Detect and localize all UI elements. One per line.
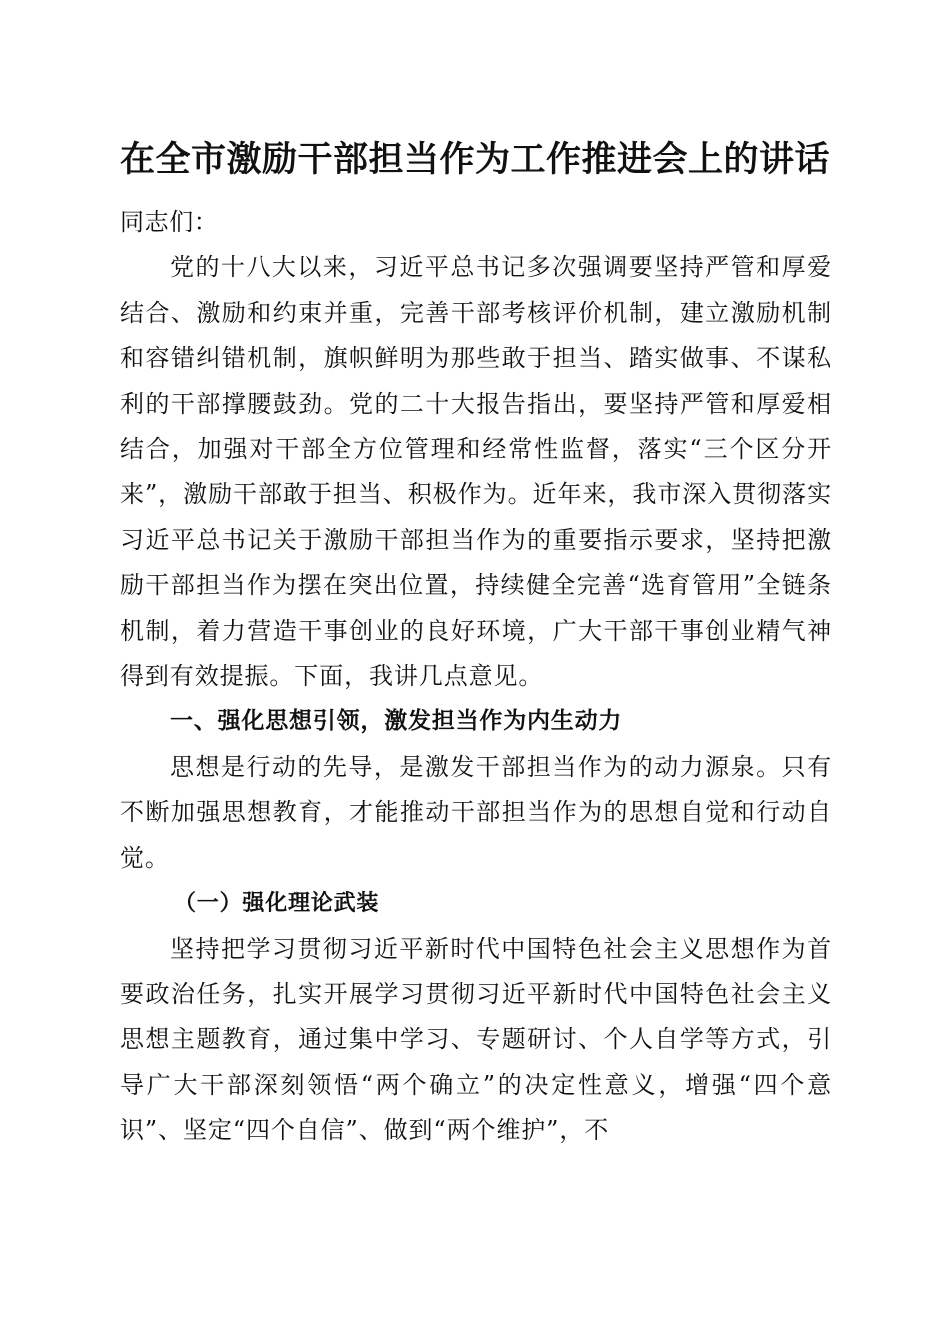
subsection-heading: （一）强化理论武装: [174, 891, 380, 917]
subsection-paragraph: 坚持把学习贯彻习近平新时代中国特色社会主义思想作为首要政治任务，扎实开展学习贯彻习近平新时代中国特色社会主义思想主题教育，通过集中学习、专题研讨、个人自学等方式，引导广大干部深刻领悟“两个确立”的决定性意义，增强“四个意识”、坚定“四个自信”、做到“两个维护”，不: [120, 934, 832, 1145]
intro-paragraph: 党的十八大以来，习近平总书记多次强调要坚持严管和厚爱结合、激励和约束并重，完善干部考核评价机制，建立激励机制和容错纠错机制，旗帜鲜明为那些敢于担当、踏实做事、不谋私利的干部撑腰鼓劲。党的二十大报告指出，要坚持严管和厚爱相结合，加强对干部全方位管理和经常性监督，落实“三个区分开来”，激励干部敢于担当、积极作为。近年来，我市深入贯彻落实习近平总书记关于激励干部担当作为的重要指示要求，坚持把激励干部担当作为摆在突出位置，持续健全完善“选育管用”全链条机制，着力营造干事创业的良好环境，广大干部干事创业精气神得到有效提振。下面，我讲几点意见。: [120, 253, 832, 691]
section-paragraph: 思想是行动的先导，是激发干部担当作为的动力源泉。只有不断加强思想教育，才能推动干部担当作为的思想自觉和行动自觉。: [120, 752, 832, 872]
salutation: 同志们：: [120, 208, 219, 236]
document-title: 在全市激励干部担当作为工作推进会上的讲话: [119, 139, 830, 180]
section-heading: 一、强化思想引领，激发担当作为内生动力: [170, 708, 623, 735]
document-body: [120, 200, 832, 1154]
